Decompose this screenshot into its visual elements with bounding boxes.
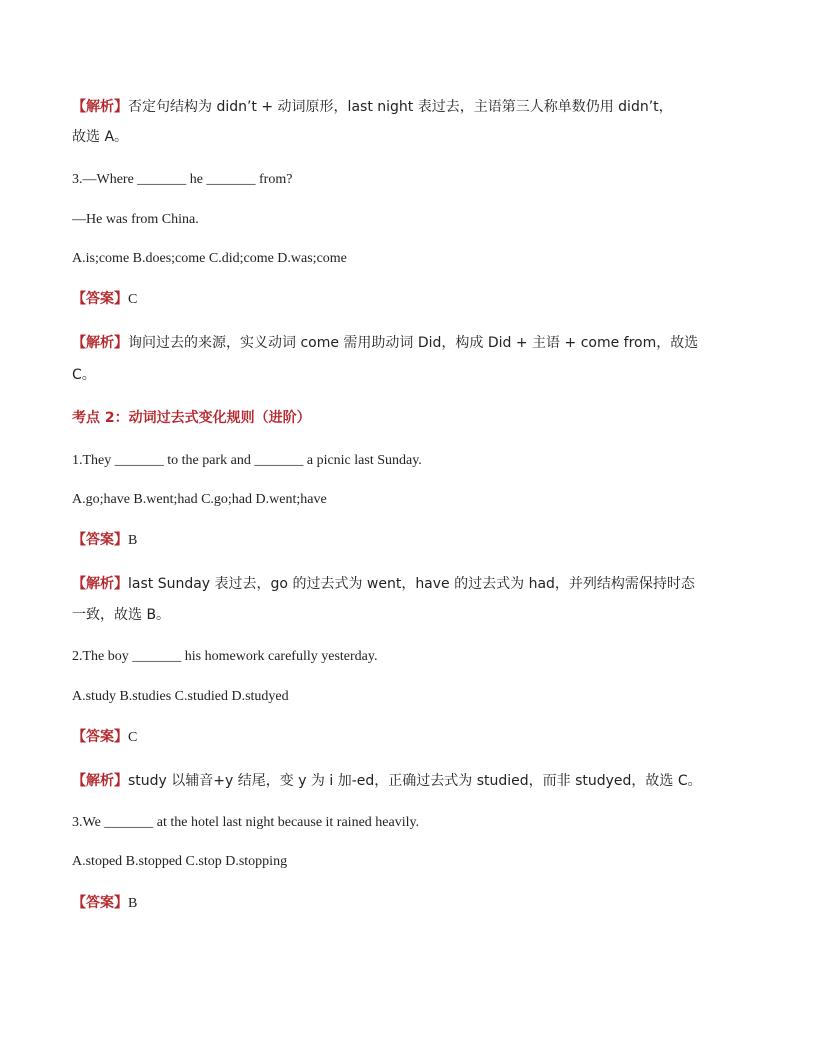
answer-options: A.stoped B.stopped C.stop D.stopping [72,854,288,869]
analysis-line [72,772,744,791]
answer-value: B [128,533,138,548]
answer-options: A.is;come B.does;come C.did;come D.was;come [72,251,347,266]
analysis-line [72,575,744,594]
answer-label: 【答案】 [72,532,128,548]
answer-label: 【答案】 [72,291,128,307]
analysis-line [72,98,744,117]
analysis-text: 一致，故选 B。 [72,607,171,623]
answer-options: A.study B.studies C.studied D.studyed [72,689,289,704]
answer-label: 【答案】 [72,729,128,745]
question-text: 2.The boy _______ his homework carefully yesterday. [72,649,378,664]
analysis-text: study 以辅音+y 结尾，变 y 为 i 加-ed，正确过去式为 studied，而非 studyed，故选 C。 [128,773,702,789]
analysis-text: 否定句结构为 didn’t + 动词原形，last night 表过去，主语第三人称单数仍用 didn’t， [128,99,673,115]
question-text: 3.—Where _______ he _______ from? [72,172,293,187]
answer-value: B [128,896,138,911]
analysis-line-continued [72,606,744,625]
analysis-text: 询问过去的来源，实义动词 come 需用助动词 Did，构成 Did + 主语 + come from，故选 [128,335,699,351]
analysis-label: 【解析】 [72,576,128,592]
analysis-label: 【解析】 [72,773,128,789]
answer-line [72,728,744,747]
analysis-line-continued [72,128,744,147]
analysis-line [72,334,744,353]
analysis-text: last Sunday 表过去，go 的过去式为 went，have 的过去式为 had，并列结构需保持时态 [128,576,695,592]
answer-label: 【答案】 [72,895,128,911]
answer-options: A.go;have B.went;had C.go;had D.went;have [72,492,327,507]
analysis-line-continued [72,366,744,385]
answer-value: C [128,292,138,307]
section-heading: 考点 2：动词过去式变化规则（进阶） [72,410,311,426]
analysis-text: 故选 A。 [72,129,129,145]
answer-line [72,290,744,309]
analysis-text: C。 [72,367,96,383]
dialogue-reply: —He was from China. [72,212,199,227]
answer-value: C [128,730,138,745]
answer-line [72,531,744,550]
analysis-label: 【解析】 [72,335,128,351]
answer-line [72,894,744,913]
question-text: 1.They _______ to the park and _______ a picnic last Sunday. [72,453,422,468]
analysis-label: 【解析】 [72,99,128,115]
question-text: 3.We _______ at the hotel last night because it rained heavily. [72,815,420,830]
